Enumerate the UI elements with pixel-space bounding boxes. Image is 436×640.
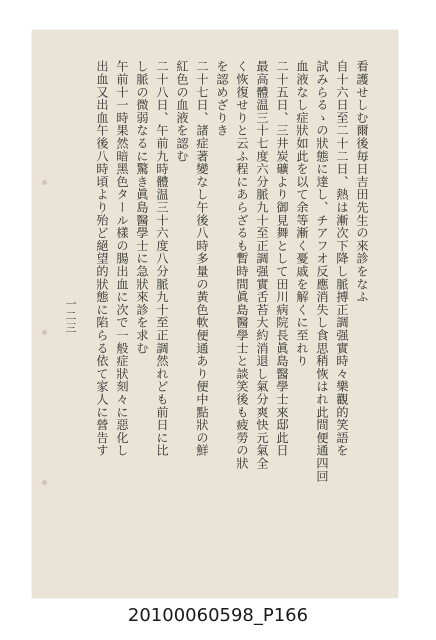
text-line: 午前十一時果然暗黑色タール樣の腸出血に次で一般症狀刻々に惡化し <box>115 60 129 457</box>
binding-hole <box>42 330 47 335</box>
text-line: 血液なし症狀如此を以て余等漸く憂戚を解くに至れり <box>295 60 309 368</box>
text-line: く恢復せりと云ふ程にあらざるも暫時間眞島醫學士と談笑後も疲勞の狀 <box>235 60 249 470</box>
text-line: 紅色の血液を認む <box>175 60 189 163</box>
text-line: 最高體温三十七度六分脈九十至正調强實舌苔大約消退し氣分爽快元氣全 <box>255 60 269 470</box>
document-page <box>32 30 398 598</box>
binding-hole <box>42 180 47 185</box>
text-line: 二十七日、諸症著變なし午後八時多量の黃色軟便通あり便中點狀の鮮 <box>195 60 209 457</box>
text-line: を認めざりき <box>215 60 229 137</box>
text-line: 自十六日至二十二日、熱は漸次下降し脈搏正調强實時々樂觀的笑語を <box>335 60 349 457</box>
text-line: 出血又出血午後八時頃より殆ど絕望的狀態に陷らる依て家人に營告す <box>95 60 109 457</box>
image-caption: 20100060598_P166 <box>127 605 309 626</box>
binding-hole <box>42 480 47 485</box>
text-line: し脈の微弱なるに驚き眞島醫學士に急狀來診を求む <box>135 60 149 355</box>
text-line: 看護せしむ爾後毎日吉田先生の來診をなふ <box>355 60 369 304</box>
text-line: 二十五日、三井炭礦より御見舞として田川病院長眞島醫學士來邸此日 <box>275 60 289 457</box>
text-line: 試みらるゝの狀態に達し、チアフオ反應消失し食思稍恢はれ此間便通四回 <box>315 60 329 483</box>
vertical-text-block <box>95 60 372 546</box>
text-line: 二十八日、午前九時體温三十六度八分脈九十至正調然れども前日に比 <box>155 60 169 457</box>
page-number: 一二三 <box>64 298 77 334</box>
